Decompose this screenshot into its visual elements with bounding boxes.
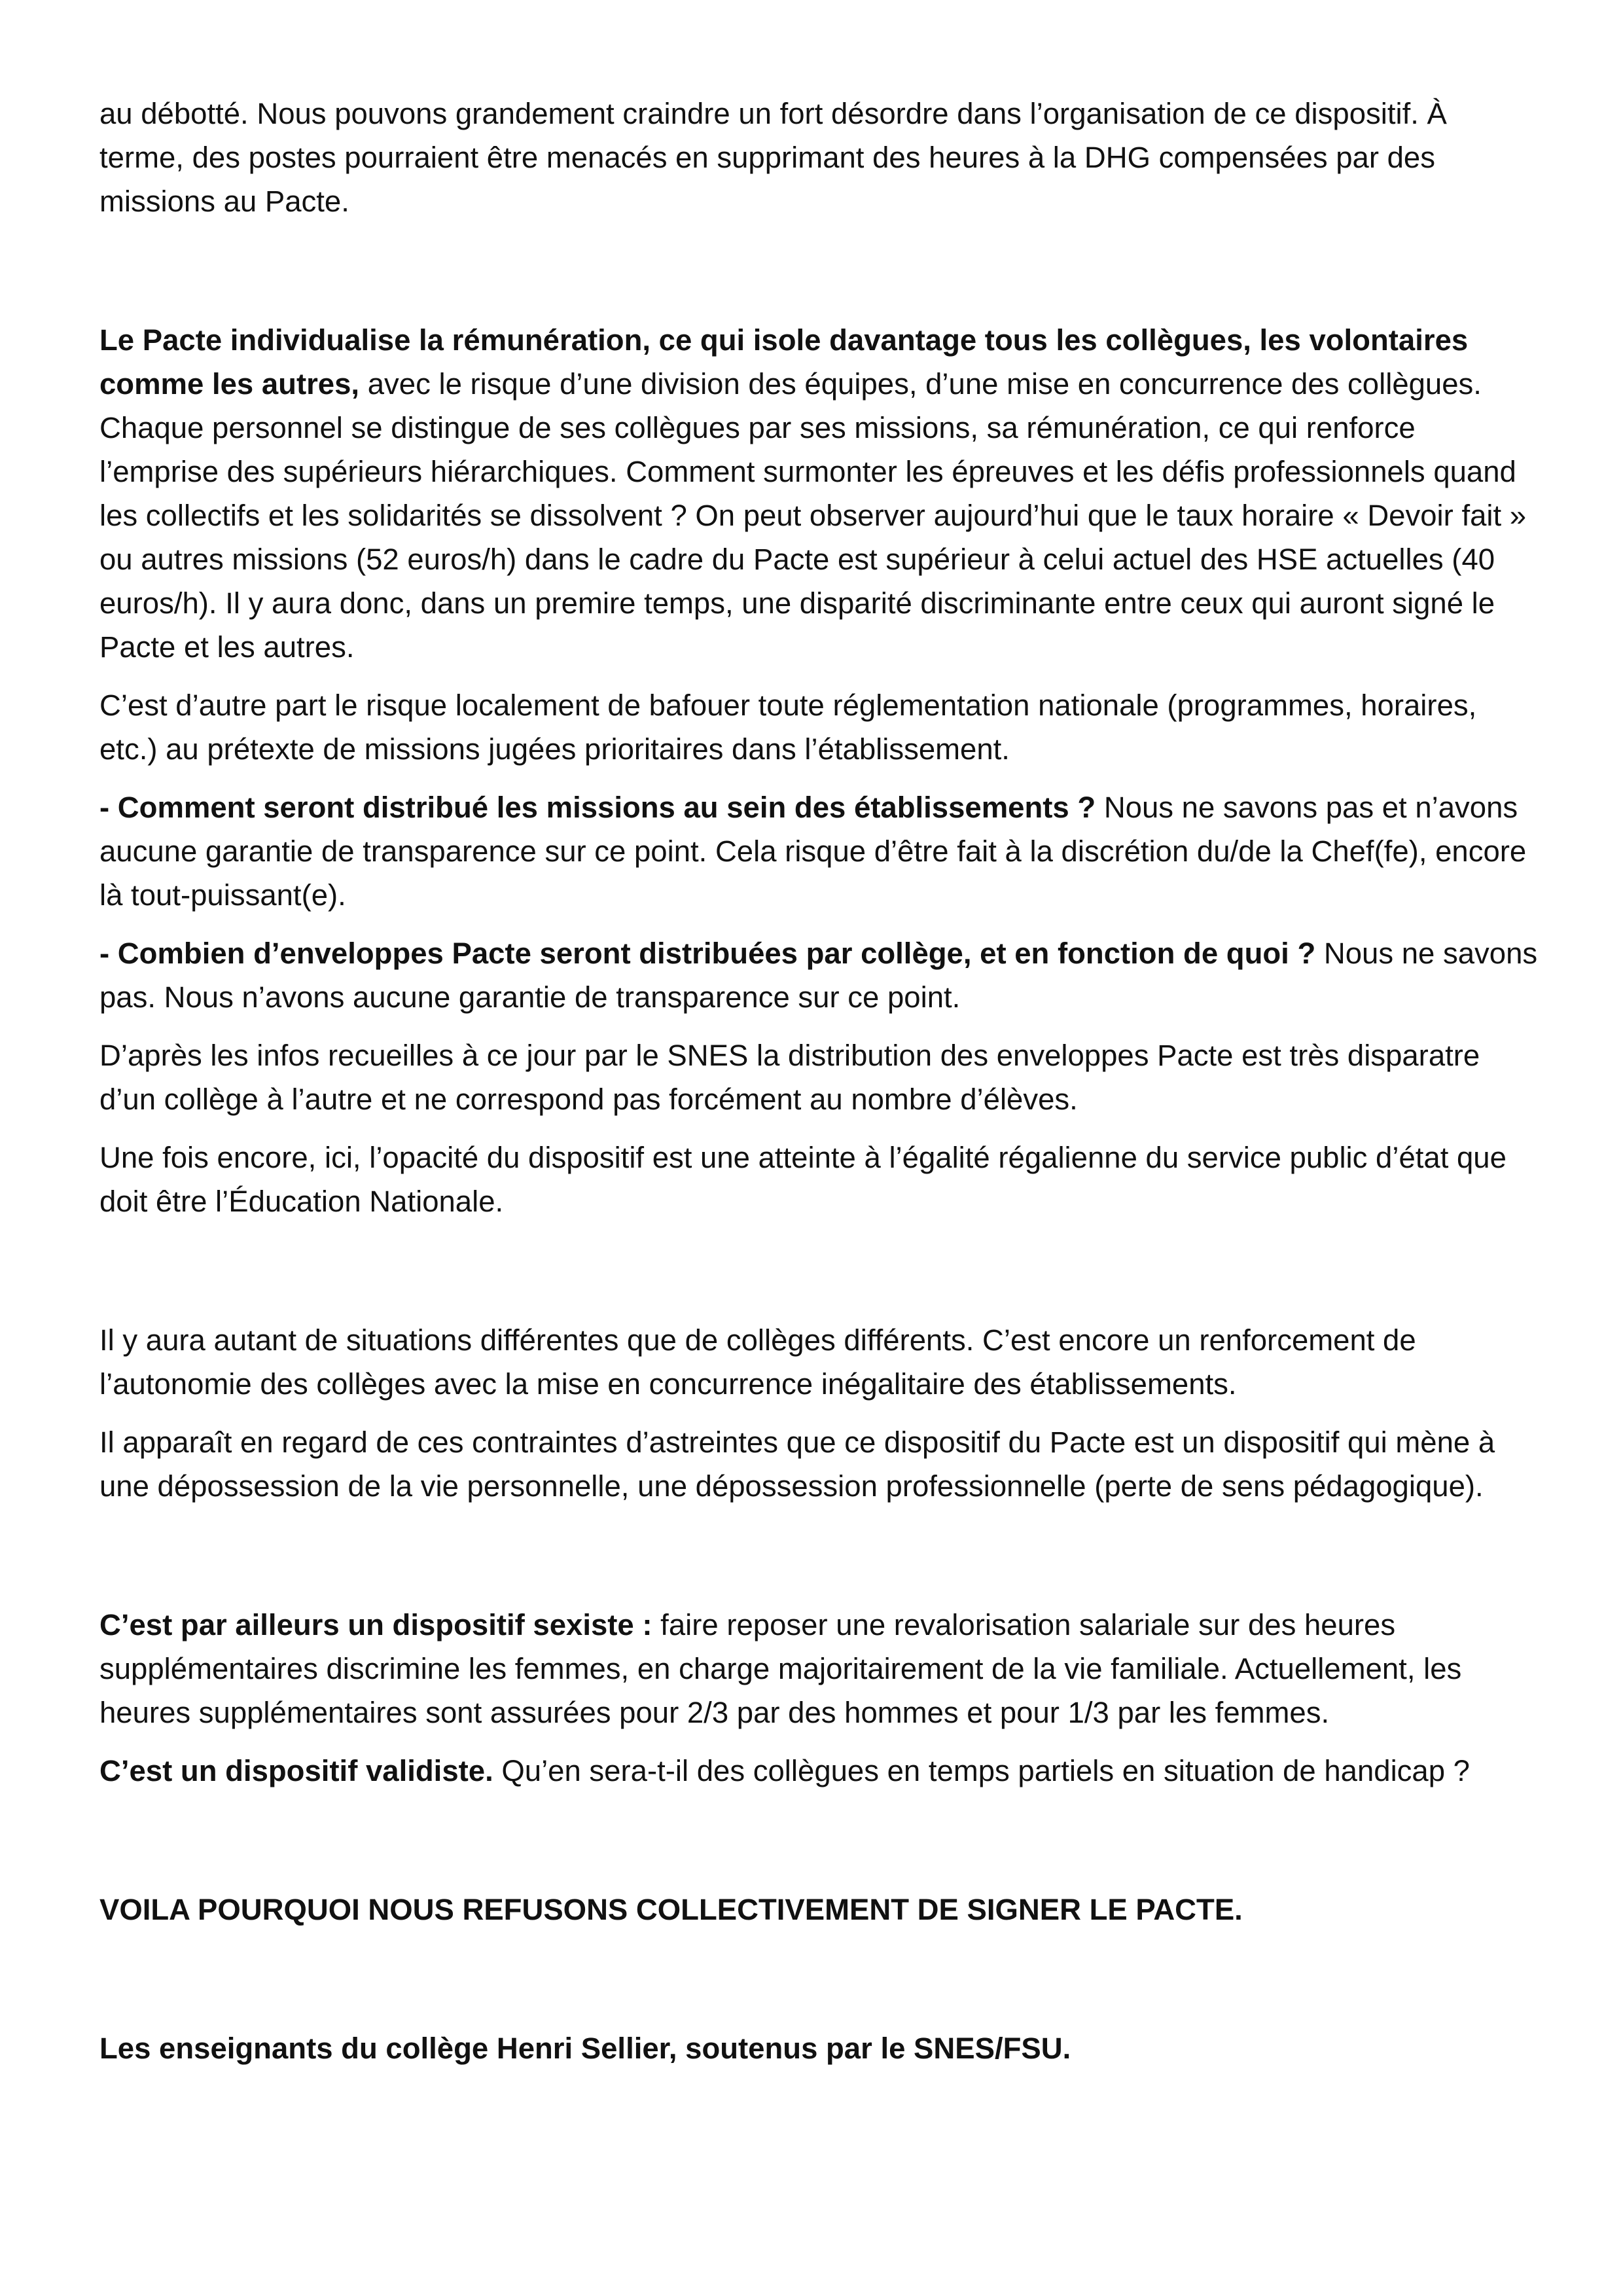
paragraph-validiste [99,1749,1539,1793]
paragraph-missions-question [99,785,1539,917]
paragraph-text: C’est d’autre part le risque localement de bafouer toute réglementation nationale (programmes, horaires, etc.) au prétexte de missions jugées prioritaires dans l’établissement. [99,689,1477,766]
paragraph-snes-infos [99,1033,1539,1121]
paragraph-lead: Le Pacte individualise la rémunération, ce qui isole davantage tous les collègues, les volontaires comme les autres, [99,323,1469,401]
paragraph-text: au débotté. Nous pouvons grandement craindre un fort désordre dans l’organisation de ce dispositif. À terme, des postes pourraient être menacés en supprimant des heures à la DHG compensées par des missions au Pacte. [99,97,1447,218]
paragraph-lead: C’est un dispositif validiste. [99,1754,493,1787]
paragraph-text: avec le risque d’une division des équipes, d’une mise en concurrence des collègues. Chaque personnel se distingue de ses collègues par ses missions, sa rémunération, ce qui renforce l’emprise des supérieurs hiérarchiques. Comment surmonter les épreuves et les défis professionnels quand les collectifs et les solidarités se dissolvent ? On peut observer aujourd’hui que le taux horaire « Devoir fait » ou autres missions (52 euros/h) dans le cadre du Pacte est supérieur à celui actuel des HSE actuelles (40 euros/h). Il y aura donc, dans un premire temps, une disparité discriminante entre ceux qui auront signé le Pacte et les autres. [99,367,1527,664]
paragraph-individualisation [99,318,1539,669]
paragraph-text: Qu’en sera-t-il des collègues en temps partiels en situation de handicap ? [493,1754,1470,1787]
paragraph-lead: - Comment seront distribué les missions au sein des établissements ? [99,791,1096,824]
paragraph-dhg [99,92,1539,223]
paragraph-text: faire reposer une revalorisation salariale sur des heures supplémentaires discrimine les femmes, en charge majoritairement de la vie familiale. Actuellement, les heures supplémentaires sont assurées pour 2/3 par des hommes et pour 1/3 par les femmes. [99,1608,1462,1729]
document-page [99,92,1539,2070]
paragraph-lead: Les enseignants du collège Henri Sellier, soutenus par le SNES/FSU. [99,2032,1071,2065]
paragraph-text: Nous ne savons pas. Nous n’avons aucune garantie de transparence sur ce point. [99,937,1538,1014]
paragraph-autonomie [99,1318,1539,1406]
paragraph-text: Une fois encore, ici, l’opacité du dispositif est une atteinte à l’égalité régalienne du service public d’état que doit être l’Éducation Nationale. [99,1141,1507,1218]
paragraph-text: Il y aura autant de situations différentes que de collèges différents. C’est encore un renforcement de l’autonomie des collèges avec la mise en concurrence inégalitaire des établissements. [99,1323,1416,1401]
paragraph-lead: C’est par ailleurs un dispositif sexiste : [99,1608,652,1641]
conclusion-heading [99,1888,1539,1931]
paragraph-lead: - Combien d’enveloppes Pacte seront distribuées par collège, et en fonction de quoi ? [99,937,1316,970]
paragraph-sexiste [99,1603,1539,1734]
signature-line [99,2026,1539,2070]
paragraph-reglementation [99,683,1539,771]
paragraph-opacite [99,1136,1539,1223]
paragraph-enveloppes-question [99,931,1539,1019]
paragraph-lead: VOILA POURQUOI NOUS REFUSONS COLLECTIVEMENT DE SIGNER LE PACTE. [99,1893,1243,1926]
paragraph-text: D’après les infos recueilles à ce jour par le SNES la distribution des enveloppes Pacte est très disparatre d’un collège à l’autre et ne correspond pas forcément au nombre d’élèves. [99,1039,1480,1116]
paragraph-depossession [99,1420,1539,1508]
paragraph-text: Nous ne savons pas et n’avons aucune garantie de transparence sur ce point. Cela risque d’être fait à la discrétion du/de la Chef(fe), encore là tout-puissant(e). [99,791,1527,912]
paragraph-text: Il apparaît en regard de ces contraintes d’astreintes que ce dispositif du Pacte est un dispositif qui mène à une dépossession de la vie personnelle, une dépossession professionnelle (perte de sens pédagogique). [99,1426,1495,1503]
